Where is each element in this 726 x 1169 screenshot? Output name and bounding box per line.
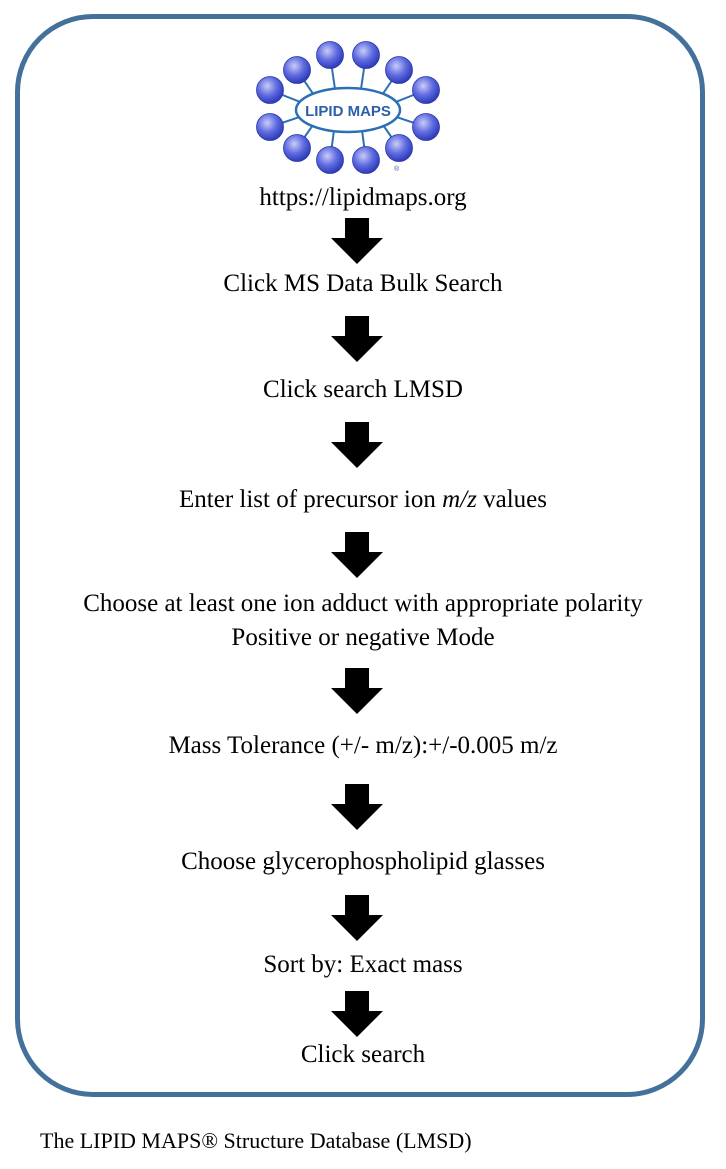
logo-sphere <box>317 147 344 174</box>
step-url <box>0 181 726 215</box>
step-choose-ion-adduct <box>0 587 726 655</box>
down-arrow-icon <box>331 218 383 264</box>
logo-sphere <box>386 135 413 162</box>
down-arrow-icon <box>331 668 383 714</box>
logo-registered-mark: ® <box>394 166 400 173</box>
step-mass-tolerance-text: Mass Tolerance (+/- m/z):+/-0.005 m/z <box>168 732 558 759</box>
logo-sphere <box>353 42 380 69</box>
step-mass-tolerance <box>0 729 726 763</box>
lipid-maps-logo <box>248 38 448 178</box>
logo-sphere <box>317 42 344 69</box>
down-arrow-icon <box>331 991 383 1037</box>
step-mz-italic: m/z <box>442 486 477 513</box>
step-search-lmsd-text: Click search LMSD <box>263 376 463 403</box>
step-choose-glycerophospholipid-text: Choose glycerophospholipid glasses <box>181 848 545 875</box>
step-choose-ion-adduct-line2: Positive or negative Mode <box>231 624 495 651</box>
figure-caption: The LIPID MAPS® Structure Database (LMSD) <box>40 1128 472 1153</box>
down-arrow-icon <box>331 316 383 362</box>
logo-sphere <box>353 147 380 174</box>
lipid-maps-logo-icon <box>248 38 448 178</box>
step-enter-precursor-list <box>0 483 726 517</box>
step-sort-by-text: Sort by: Exact mass <box>263 951 463 978</box>
logo-sphere <box>413 114 440 141</box>
down-arrow-icon <box>331 532 383 578</box>
step-choose-glycerophospholipid <box>0 845 726 879</box>
step-sort-by <box>0 948 726 982</box>
down-arrow-icon <box>331 784 383 830</box>
step-url-text: https://lipidmaps.org <box>259 184 467 211</box>
down-arrow-icon <box>331 422 383 468</box>
step-enter-precursor-text: Enter list of precursor ion <box>179 486 443 513</box>
step-click-search-text: Click search <box>300 1041 426 1068</box>
step-values-text: values <box>476 486 547 513</box>
logo-sphere <box>284 57 311 84</box>
logo-sphere <box>413 77 440 104</box>
logo-sphere <box>284 135 311 162</box>
step-ms-data-bulk-search <box>0 267 726 301</box>
down-arrow-icon <box>331 895 383 941</box>
logo-sphere <box>257 114 284 141</box>
step-search-lmsd <box>0 373 726 407</box>
logo-text: LIPID MAPS <box>305 103 391 120</box>
logo-sphere <box>386 57 413 84</box>
step-click-search <box>0 1038 726 1072</box>
step-choose-ion-adduct-line1: Choose at least one ion adduct with appropriate polarity <box>83 590 643 617</box>
step-ms-data-bulk-search-text: Click MS Data Bulk Search <box>223 270 503 297</box>
logo-sphere <box>257 77 284 104</box>
